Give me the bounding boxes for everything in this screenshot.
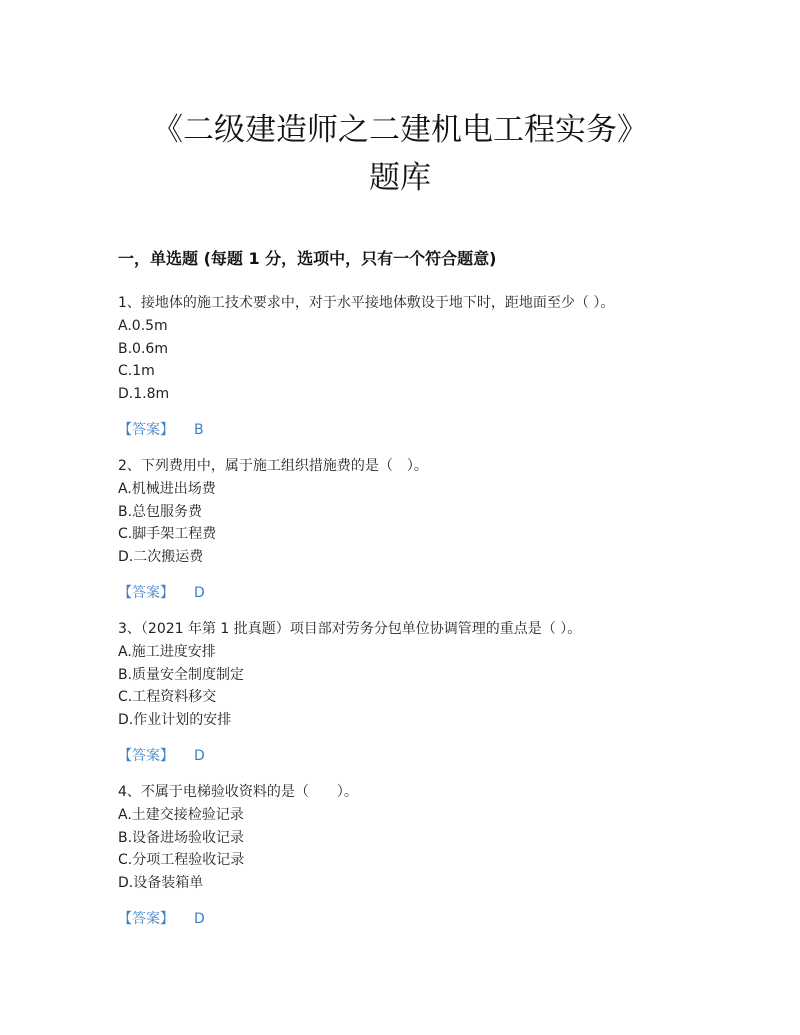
question-stem: 1、接地体的施工技术要求中，对于水平接地体敷设于地下时，距地面至少（ ）。	[118, 295, 615, 311]
title-line-1: 《二级建造师之二建机电工程实务》	[152, 112, 648, 148]
answer-label: 【答案】	[118, 911, 174, 927]
option-a: A.施工进度安排	[118, 644, 216, 660]
option-d: D.作业计划的安排	[118, 711, 232, 728]
option-b: B.质量安全制度制定	[118, 666, 245, 683]
option-a: A.0.5m	[118, 318, 168, 334]
answer-value: D	[194, 585, 205, 601]
option-b: B.0.6m	[118, 340, 168, 357]
option-c: C.脚手架工程费	[118, 526, 217, 542]
option-c: C.分项工程验收记录	[118, 852, 245, 868]
answer-line	[118, 745, 718, 767]
answer-value: D	[194, 911, 205, 927]
option-a: A.机械进出场费	[118, 481, 216, 497]
option-b: B.设备进场验收记录	[118, 829, 245, 846]
question-stem: 2、下列费用中，属于施工组织措施费的是（ ）。	[118, 458, 428, 474]
option-d: D.设备装箱单	[118, 874, 204, 891]
option-d: D.二次搬运费	[118, 548, 204, 565]
answer-label: 【答案】	[118, 422, 174, 438]
question-stem: 3、（2021 年第 1 批真题）项目部对劳务分包单位协调管理的重点是（ ）。	[118, 621, 582, 637]
title-line-2: 题库	[369, 160, 431, 196]
answer-label: 【答案】	[118, 585, 174, 601]
answer-label: 【答案】	[118, 748, 174, 764]
question-stem: 4、不属于电梯验收资料的是（ ）。	[118, 784, 358, 800]
answer-line	[118, 419, 718, 441]
option-c: C.1m	[118, 363, 155, 379]
answer-line	[118, 582, 718, 604]
document-title	[0, 106, 800, 202]
question-block	[118, 781, 718, 930]
option-b: B.总包服务费	[118, 503, 203, 520]
question-block	[118, 292, 718, 441]
answer-line	[118, 908, 718, 930]
answer-value: B	[194, 422, 204, 438]
question-block	[118, 618, 718, 767]
section-heading: 一，单选题 (每题 1 分，选项中，只有一个符合题意)	[118, 249, 497, 268]
option-c: C.工程资料移交	[118, 689, 217, 705]
answer-value: D	[194, 748, 205, 764]
question-block	[118, 455, 718, 604]
option-a: A.土建交接检验记录	[118, 807, 244, 823]
option-d: D.1.8m	[118, 385, 170, 402]
